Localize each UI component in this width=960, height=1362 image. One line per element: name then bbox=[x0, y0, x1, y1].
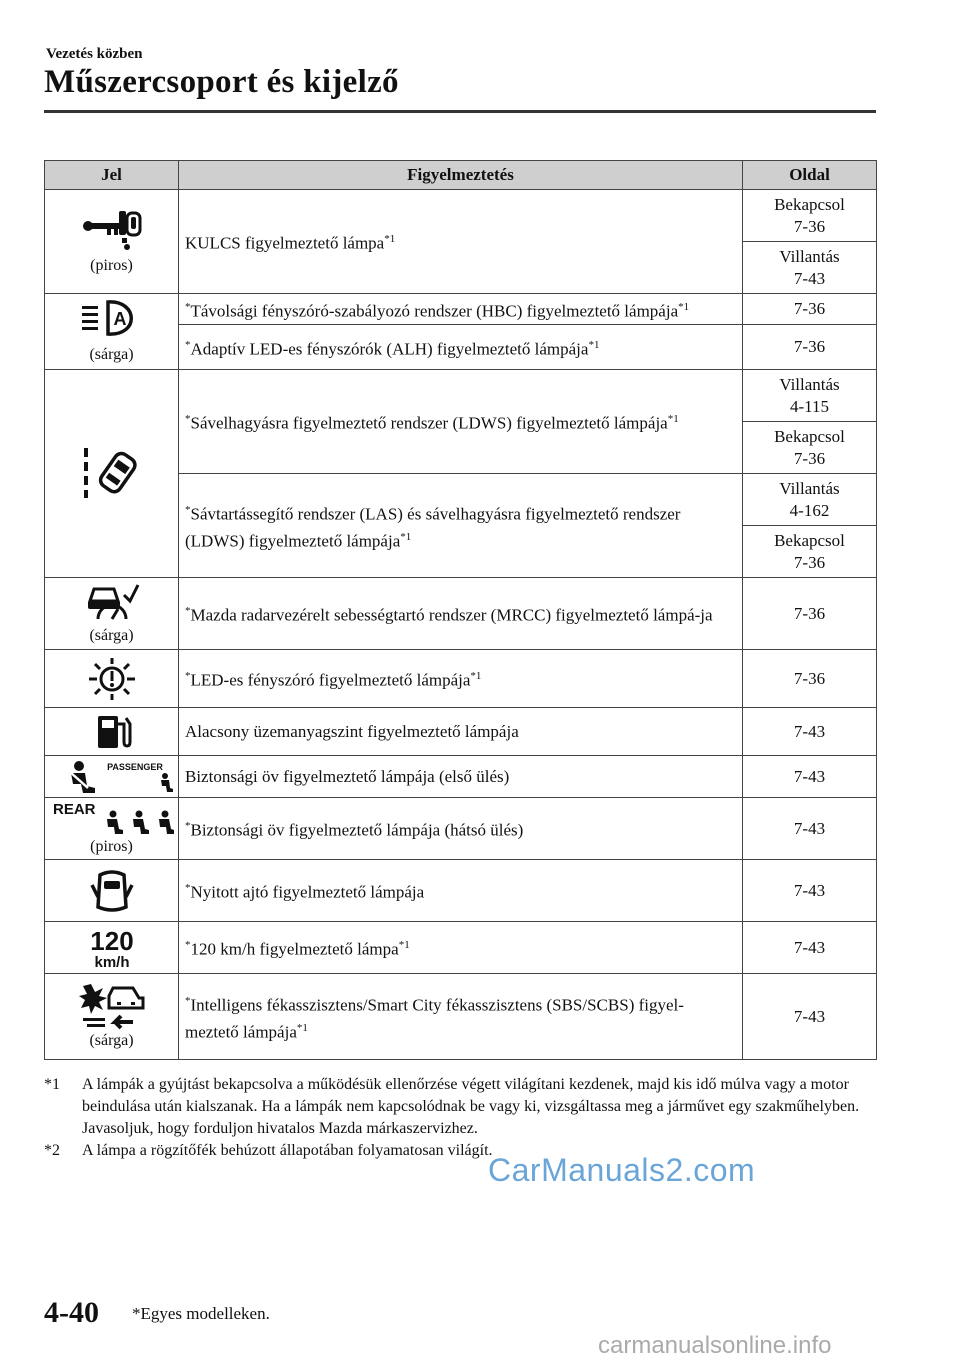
symbol-cell bbox=[45, 190, 179, 294]
warning-text: *Nyitott ajtó figyelmeztető lámpája bbox=[179, 860, 743, 922]
svg-text:REAR: REAR bbox=[53, 800, 96, 818]
page-ref: 7-43 bbox=[743, 798, 877, 860]
page-ref: Bekapcsol 7-36 bbox=[743, 190, 877, 242]
icon-color-label: (piros) bbox=[90, 837, 133, 855]
table-row bbox=[45, 756, 877, 798]
header-jel: Jel bbox=[45, 161, 179, 190]
warning-text: *LED-es fényszóró figyelmeztető lámpája$^{*1}$ bbox=[179, 650, 743, 708]
table-header-row bbox=[45, 161, 877, 190]
table-row bbox=[45, 370, 877, 422]
lane-departure-icon bbox=[80, 444, 144, 500]
radar-cruise-icon bbox=[84, 581, 140, 621]
symbol-cell bbox=[45, 798, 179, 860]
icon-color-label: (sárga) bbox=[89, 345, 134, 363]
footnote-marker: *2 bbox=[44, 1142, 60, 1159]
warning-text: KULCS figyelmeztető lámpa$^{*1}$ bbox=[179, 190, 743, 294]
watermark: CarManuals2.com bbox=[488, 1152, 756, 1188]
led-headlight-icon bbox=[85, 657, 139, 701]
symbol-cell bbox=[45, 756, 179, 798]
seatbelt-rear-icon bbox=[51, 800, 175, 836]
svg-text:A: A bbox=[113, 308, 126, 329]
symbol-cell bbox=[45, 370, 179, 578]
footnote bbox=[44, 1074, 876, 1140]
warning-text: *Adaptív LED-es fényszórók (ALH) figyelmeztető lámpája$^{*1}$ bbox=[179, 325, 743, 370]
footer-note: *Egyes modelleken. bbox=[132, 1304, 270, 1323]
warning-text: *Sávelhagyásra figyelmeztető rendszer (LDWS) figyelmeztető lámpája$^{*1}$ bbox=[179, 370, 743, 474]
footnote-marker: *1 bbox=[44, 1076, 60, 1093]
page-ref: Villantás 4-162 bbox=[743, 474, 877, 526]
table-row bbox=[45, 578, 877, 650]
svg-text:120: 120 bbox=[89, 925, 134, 956]
warning-text: *Sávtartássegítő rendszer (LAS) és sávelhagyásra figyelmeztető rendszer (LDWS) figyelmeztető lámpája$^{*1}$ bbox=[179, 474, 743, 578]
page-ref: 7-43 bbox=[743, 860, 877, 922]
speed-120-icon bbox=[82, 926, 142, 970]
svg-text:PASSENGER: PASSENGER bbox=[107, 761, 163, 772]
page-ref: 7-43 bbox=[743, 974, 877, 1060]
symbol-cell bbox=[45, 922, 179, 974]
footnote-text: A lámpák a gyújtást bekapcsolva a működésük ellenőrzése végett világítani kezdenek, majd kis idő múlva vagy a motor beindulása után kialszanak. Ha a lámpák nem kapcsolódnak be vagy ki, vizsgáltassa meg a járművet egy szakműhelyben. Javasoljuk, hogy forduljon hivatalos Mazda márkaszervizhez. bbox=[82, 1076, 860, 1137]
page-ref: 7-43 bbox=[743, 756, 877, 798]
table-row bbox=[45, 650, 877, 708]
page-ref: Bekapcsol 7-36 bbox=[743, 422, 877, 474]
page-ref: 7-43 bbox=[743, 922, 877, 974]
warning-text: *Biztonsági öv figyelmeztető lámpája (hátsó ülés) bbox=[179, 798, 743, 860]
icon-color-label: (piros) bbox=[90, 256, 133, 274]
symbol-cell bbox=[45, 708, 179, 756]
icon-color-label: (sárga) bbox=[89, 1031, 134, 1049]
table-row bbox=[45, 294, 877, 325]
page-ref: 7-36 bbox=[743, 294, 877, 325]
warning-text: Biztonsági öv figyelmeztető lámpája (első ülés) bbox=[179, 756, 743, 798]
table-row bbox=[45, 922, 877, 974]
site-watermark: carmanualsonline.info bbox=[598, 1332, 832, 1359]
icon-color-label: (sárga) bbox=[89, 626, 134, 644]
header-figyelmeztetes: Figyelmeztetés bbox=[179, 161, 743, 190]
table-row bbox=[45, 190, 877, 242]
footnote-text: A lámpa a rögzítőfék behúzott állapotában folyamatosan világít. bbox=[82, 1142, 493, 1159]
warning-text: *120 km/h figyelmeztető lámpa$^{*1}$ bbox=[179, 922, 743, 974]
seatbelt-front-icon bbox=[51, 760, 175, 794]
section-label: Vezetés közben bbox=[46, 46, 143, 62]
fuel-pump-icon bbox=[92, 712, 132, 752]
page-ref: Bekapcsol 7-36 bbox=[743, 526, 877, 578]
page-ref: Villantás 4-115 bbox=[743, 370, 877, 422]
warning-text: *Távolsági fényszóró-szabályozó rendszer (HBC) figyelmeztető lámpája$^{*1}$ bbox=[179, 294, 743, 325]
page-title: Műszercsoport és kijelző bbox=[44, 64, 399, 100]
footnotes bbox=[44, 1074, 876, 1162]
page-ref: 7-36 bbox=[743, 650, 877, 708]
table-row bbox=[45, 974, 877, 1060]
table-row bbox=[45, 798, 877, 860]
table-row bbox=[45, 860, 877, 922]
key-warning-icon bbox=[81, 207, 143, 251]
page-ref: Villantás 7-43 bbox=[743, 242, 877, 294]
symbol-cell bbox=[45, 294, 179, 370]
warning-lights-table bbox=[44, 160, 877, 1060]
symbol-cell bbox=[45, 650, 179, 708]
warning-text: *Mazda radarvezérelt sebességtartó rendszer (MRCC) figyelmeztető lámpá-ja bbox=[179, 578, 743, 650]
page-ref: 7-36 bbox=[743, 325, 877, 370]
header-oldal: Oldal bbox=[743, 161, 877, 190]
symbol-cell bbox=[45, 860, 179, 922]
warning-text: *Intelligens fékasszisztens/Smart City fékasszisztens (SBS/SCBS) figyel-meztető lámpája$^{*1}$ bbox=[179, 974, 743, 1060]
page-number: 4-40 bbox=[44, 1296, 99, 1329]
svg-text:km/h: km/h bbox=[93, 953, 130, 970]
table-row bbox=[45, 708, 877, 756]
warning-text: Alacsony üzemanyagszint figyelmeztető lámpája bbox=[179, 708, 743, 756]
page-ref: 7-43 bbox=[743, 708, 877, 756]
brake-support-icon bbox=[77, 982, 147, 1030]
page-ref: 7-36 bbox=[743, 578, 877, 650]
title-divider bbox=[44, 110, 876, 113]
auto-headlight-icon bbox=[80, 298, 144, 340]
door-open-icon bbox=[90, 867, 134, 915]
symbol-cell bbox=[45, 578, 179, 650]
symbol-cell bbox=[45, 974, 179, 1060]
